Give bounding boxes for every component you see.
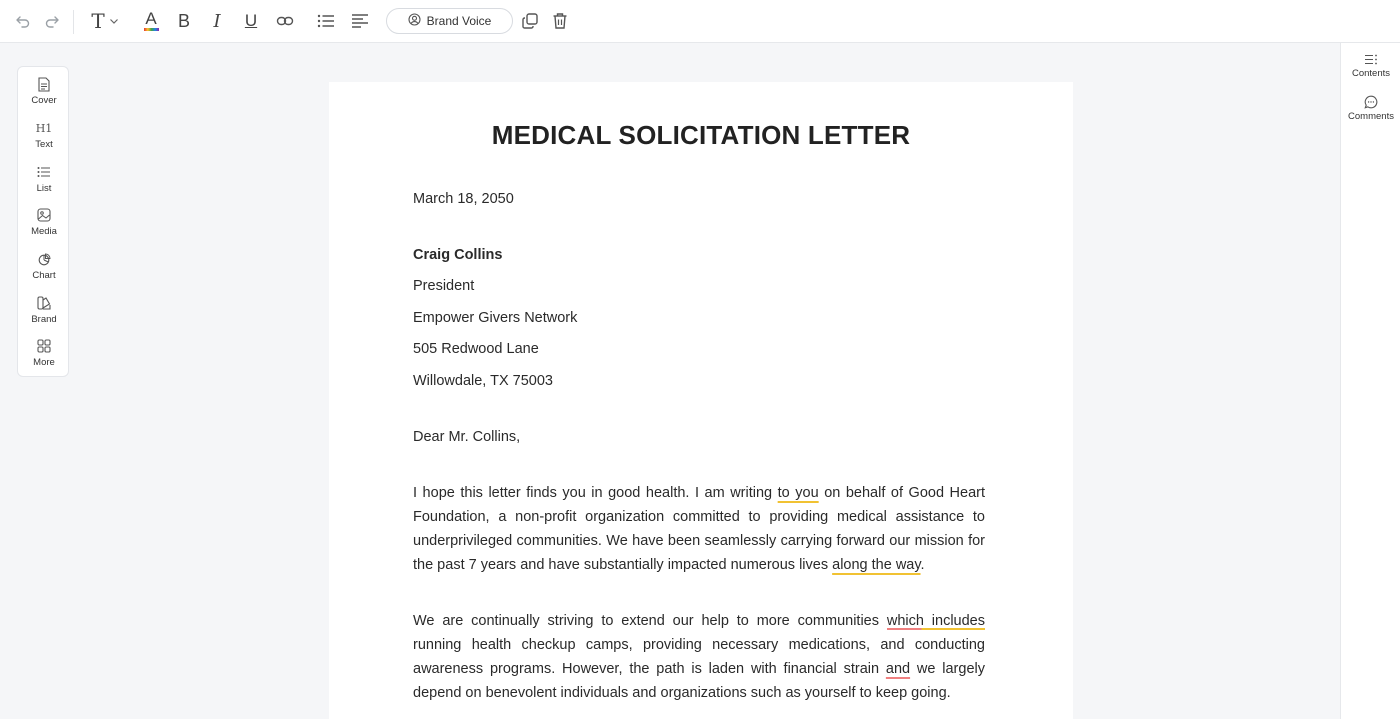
heading-icon: H1 (35, 121, 53, 135)
paragraph-line: the past 7 years and have substantially impacted numerous lives along the way. (413, 557, 925, 573)
comments-label: Comments (1348, 111, 1394, 122)
insert-media[interactable] (18, 207, 70, 247)
redo-button[interactable] (41, 8, 63, 34)
paragraph-line: underprivileged communities. We have been seamlessly carrying forward our mission for (413, 533, 985, 549)
undo-icon (15, 13, 31, 29)
bold-icon: B (177, 10, 190, 31)
text-style-icon: T (91, 9, 105, 33)
paragraph-line: depend on benevolent individuals and organizations such as yourself to keep going. (413, 685, 951, 701)
duplicate-icon (521, 12, 539, 30)
brand-voice-icon (408, 13, 421, 29)
insert-more[interactable] (18, 338, 70, 378)
document-page[interactable] (329, 82, 1073, 719)
link-icon (276, 12, 294, 30)
insert-brand-label: Brand (31, 314, 57, 325)
link-button[interactable] (274, 8, 296, 34)
insert-chart[interactable] (18, 251, 70, 291)
letter-date[interactable]: March 18, 2050 (413, 191, 514, 207)
color-bar (144, 28, 159, 31)
paragraph-1[interactable] (413, 481, 985, 577)
insert-cover[interactable] (18, 76, 70, 116)
insert-text[interactable] (18, 120, 70, 160)
contents-label: Contents (1351, 68, 1391, 79)
chevron-down-icon (109, 16, 119, 26)
document-title[interactable]: MEDICAL SOLICITATION LETTER (491, 120, 911, 150)
text-color-button[interactable] (140, 8, 162, 34)
chart-icon (38, 251, 51, 267)
toolbar-divider (73, 10, 74, 34)
paragraph-line: I hope this letter finds you in good health. I am writing to you on behalf of Good Heart (413, 485, 985, 501)
insert-list-label: List (36, 183, 52, 194)
insert-more-label: More (33, 357, 55, 368)
recipient-title[interactable]: President (413, 278, 475, 294)
delete-button[interactable] (549, 8, 571, 34)
address-line-1[interactable]: 505 Redwood Lane (413, 341, 539, 357)
address-line-2[interactable]: Willowdale, TX 75003 (413, 373, 553, 389)
undo-button[interactable] (12, 8, 34, 34)
insert-chart-label: Chart (32, 270, 56, 281)
brand-icon (37, 295, 51, 311)
bullet-list-button[interactable] (315, 8, 337, 34)
duplicate-button[interactable] (519, 8, 541, 34)
image-icon (37, 207, 51, 223)
paragraph-2[interactable] (413, 609, 985, 705)
text-style-dropdown[interactable] (84, 8, 126, 34)
align-left-button[interactable] (349, 8, 371, 34)
list-icon (37, 164, 51, 180)
bullet-list-icon (317, 13, 335, 29)
comments-icon (1364, 95, 1378, 109)
style-suggestion[interactable]: along the way (832, 557, 921, 573)
insert-list[interactable] (18, 164, 70, 204)
paragraph-line: Foundation, a non-profit organization committed to providing medical assistance to (413, 509, 985, 525)
grammar-suggestion[interactable]: and (885, 661, 911, 677)
salutation[interactable]: Dear Mr. Collins, (413, 429, 521, 445)
grid-icon (37, 338, 51, 354)
align-left-icon (351, 13, 369, 29)
contents-button[interactable] (1341, 52, 1400, 86)
cover-icon (38, 76, 50, 92)
insert-brand[interactable] (18, 295, 70, 335)
paragraph-line: running health checkup camps, providing necessary medications, and conducting (413, 637, 985, 653)
comments-button[interactable] (1341, 95, 1400, 129)
recipient-organization[interactable]: Empower Givers Network (413, 310, 578, 326)
contents-icon (1364, 52, 1378, 66)
side-panel (1340, 43, 1400, 719)
brand-voice-label: Brand Voice (426, 14, 492, 28)
italic-button[interactable] (206, 8, 228, 34)
text-color-icon: A (145, 9, 157, 28)
paragraph-line: We are continually striving to extend our help to more communities which includes (413, 613, 985, 629)
underline-button[interactable] (240, 8, 262, 34)
style-suggestion[interactable]: to you (777, 485, 819, 501)
insert-media-label: Media (31, 226, 57, 237)
recipient-name[interactable]: Craig Collins (413, 247, 503, 263)
grammar-suggestion[interactable]: which includes (886, 613, 985, 629)
delete-icon (552, 12, 568, 30)
redo-icon (44, 13, 60, 29)
italic-icon: I (213, 10, 221, 32)
underline-icon: U (244, 11, 258, 30)
brand-voice-button[interactable] (386, 8, 513, 34)
insert-panel (17, 66, 69, 377)
insert-text-label: Text (35, 139, 53, 150)
editor-toolbar (0, 0, 1400, 43)
insert-cover-label: Cover (31, 95, 57, 106)
paragraph-line: awareness programs. However, the path is laden with financial strain and we largely (413, 661, 985, 677)
bold-button[interactable] (173, 8, 195, 34)
